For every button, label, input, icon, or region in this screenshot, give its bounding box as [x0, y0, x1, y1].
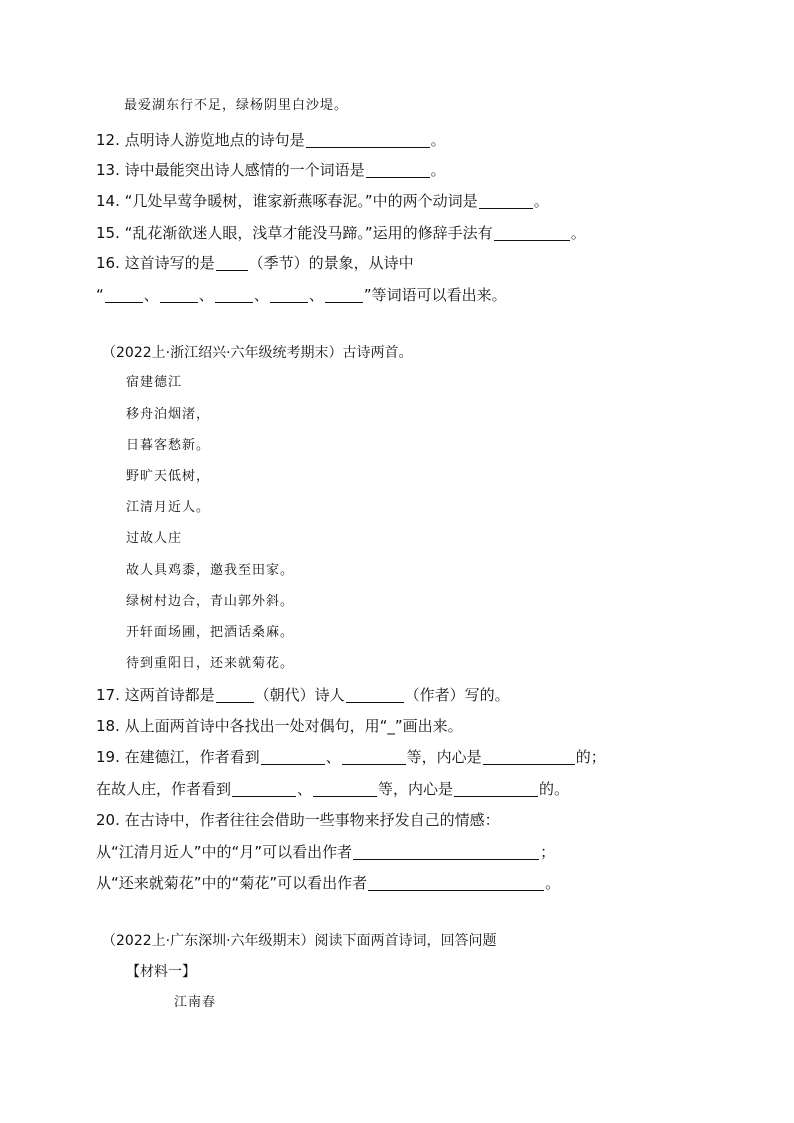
section-source: （2022上·浙江绍兴·六年级统考期末）古诗两首。 [102, 345, 413, 361]
question-text: 在古诗中，作者往往会借助一些事物来抒发自己的情感： [124, 811, 500, 829]
question-20-line-2: 从“还来就菊花”中的“菊花”可以看出作者 。 [96, 874, 561, 892]
question-text: 诗中最能突出诗人感情的一个词语是 [124, 161, 365, 179]
answer-blank[interactable] [215, 287, 253, 303]
question-number: 16. [96, 254, 120, 272]
poem-line: 待到重阳日，还来就菊花。 [126, 656, 295, 671]
question-text: “几处早莺争暖树，谁家新燕啄春泥。”中的两个动词是 [124, 192, 478, 210]
poem-line: 绿树村边合，青山郭外斜。 [126, 594, 295, 609]
question-20-line-1: 从“江清月近人”中的“月”可以看出作者 ； [96, 843, 556, 861]
question-12: 12. 点明诗人游览地点的诗句是 。 [96, 131, 446, 149]
answer-blank-author[interactable] [346, 687, 404, 703]
answer-blank[interactable] [270, 287, 308, 303]
question-16: 16. 这首诗写的是 （季节）的景象，从诗中 [96, 254, 414, 272]
answer-blank[interactable] [479, 193, 533, 209]
answer-blank[interactable] [454, 781, 538, 797]
question-number: 20. [96, 811, 120, 829]
question-13: 13. 诗中最能突出诗人感情的一个词语是 。 [96, 161, 446, 179]
poem-title: 江南春 [174, 995, 217, 1010]
question-14: 14. “几处早莺争暖树，谁家新燕啄春泥。”中的两个动词是 。 [96, 192, 549, 210]
question-number: 18. [96, 717, 120, 735]
answer-blank[interactable] [261, 749, 325, 765]
question-text: 从上面两首诗中各找出一处对偶句，用“_”画出来。 [124, 717, 463, 735]
material-label: 【材料一】 [126, 964, 196, 980]
poem-line: 江清月近人。 [126, 500, 211, 515]
question-18 [96, 716, 463, 736]
question-number: 14. [96, 192, 120, 210]
question-text: “乱花渐欲迷人眼，浅草才能没马蹄。”运用的修辞手法有 [124, 224, 493, 242]
question-17: 17. 这两首诗都是 （朝代）诗人 （作者）写的。 [96, 686, 510, 704]
question-text: 点明诗人游览地点的诗句是 [124, 131, 305, 149]
answer-blank[interactable] [483, 749, 575, 765]
section-source: （2022上·广东深圳·六年级期末）阅读下面两首诗词，回答问题 [102, 933, 497, 949]
answer-blank-dynasty[interactable] [216, 687, 254, 703]
question-19: 19. 在建德江，作者看到 、 等，内心是 的； [96, 748, 606, 766]
question-number: 12. [96, 131, 120, 149]
poem-line: 野旷天低树， [126, 469, 211, 484]
answer-blank[interactable] [342, 749, 406, 765]
question-text: 这首诗写的是 [124, 254, 215, 272]
poem-title: 过故人庄 [126, 531, 183, 546]
question-16-continued: “ 、 、 、 、 ”等词语可以看出来。 [96, 286, 507, 304]
answer-blank[interactable] [105, 287, 143, 303]
question-15: 15. “乱花渐欲迷人眼，浅草才能没马蹄。”运用的修辞手法有 。 [96, 224, 586, 242]
question-number: 19. [96, 748, 120, 766]
poem-line: 移舟泊烟渚， [126, 407, 211, 422]
question-19-continued: 在故人庄，作者看到 、 等，内心是 的。 [96, 780, 570, 798]
answer-blank[interactable] [368, 875, 544, 891]
answer-blank-season[interactable] [216, 255, 248, 271]
question-number: 13. [96, 161, 120, 179]
answer-blank[interactable] [353, 844, 539, 860]
poem-line: 开轩面场圃，把酒话桑麻。 [126, 625, 295, 640]
answer-blank[interactable] [366, 162, 430, 178]
answer-blank[interactable] [232, 781, 296, 797]
answer-blank[interactable] [306, 132, 430, 148]
question-20 [96, 810, 500, 830]
answer-blank[interactable] [494, 225, 570, 241]
answer-blank[interactable] [160, 287, 198, 303]
poem-final-line: 最爱湖东行不足，绿杨阴里白沙堤。 [124, 98, 349, 113]
poem-line: 故人具鸡黍，邀我至田家。 [126, 563, 295, 578]
answer-blank[interactable] [325, 287, 363, 303]
poem-line: 日暮客愁新。 [126, 438, 211, 453]
question-number: 17. [96, 686, 120, 704]
question-number: 15. [96, 224, 120, 242]
poem-title: 宿建德江 [126, 375, 183, 390]
answer-blank[interactable] [313, 781, 377, 797]
